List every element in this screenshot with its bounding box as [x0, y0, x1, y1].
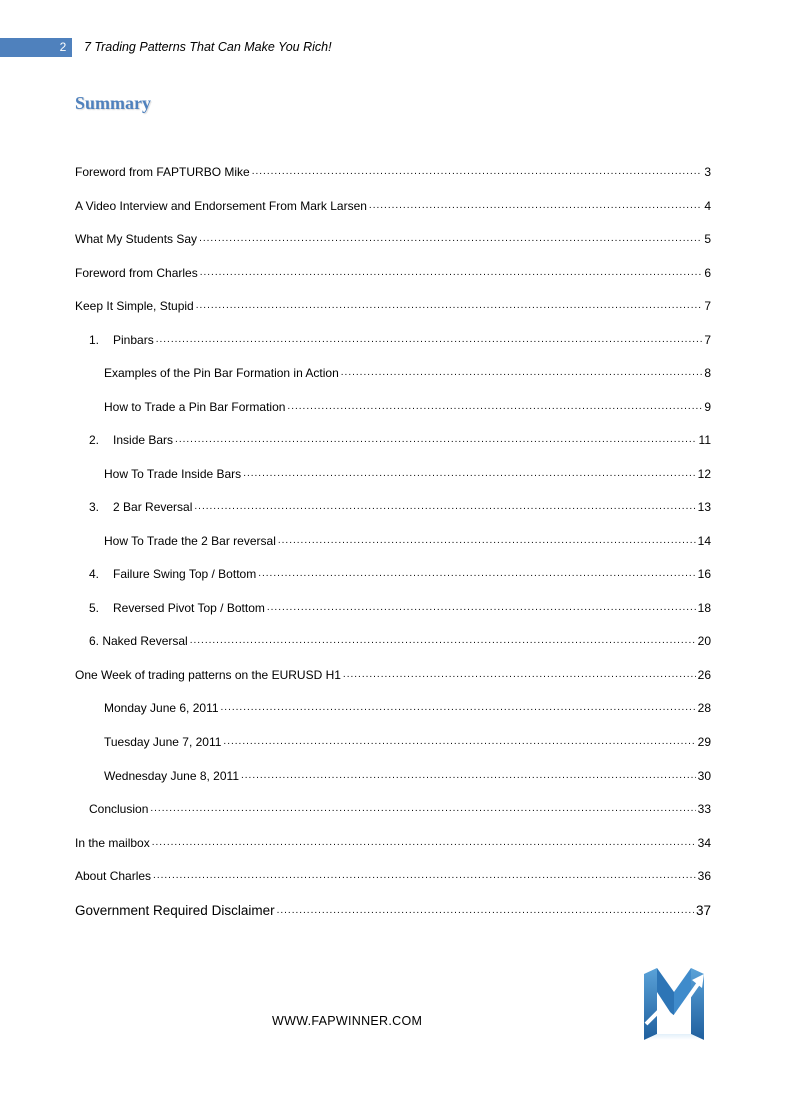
toc-entry-number: 4.	[89, 567, 100, 581]
toc-entry[interactable]	[75, 227, 711, 247]
toc-entry-page: 33	[697, 802, 711, 816]
toc-leader-dots	[243, 466, 695, 482]
toc-entry[interactable]	[75, 294, 711, 314]
toc-entry[interactable]	[89, 428, 711, 448]
toc-leader-dots	[252, 164, 703, 180]
toc-entry[interactable]	[75, 864, 711, 884]
toc-leader-dots	[223, 734, 695, 750]
toc-entry-title: Government Required Disclaimer	[75, 903, 275, 918]
toc-entry-page: 18	[697, 601, 711, 615]
toc-entry-page: 12	[697, 467, 711, 481]
toc-entry-title: Reversed Pivot Top / Bottom	[113, 601, 265, 615]
toc-leader-dots	[152, 835, 696, 851]
header-page-number: 2	[59, 40, 67, 54]
toc-entry-title: Monday June 6, 2011	[104, 701, 219, 715]
toc-entry-number: 5.	[89, 601, 100, 615]
toc-entry-page: 37	[695, 903, 711, 918]
toc-leader-dots	[287, 399, 702, 415]
toc-entry-page: 9	[704, 400, 711, 414]
toc-entry[interactable]	[75, 160, 711, 180]
toc-entry[interactable]	[104, 395, 711, 415]
toc-leader-dots	[156, 332, 703, 348]
toc-leader-dots	[200, 265, 703, 281]
toc-leader-dots	[150, 801, 695, 817]
toc-entry-page: 5	[704, 232, 711, 246]
toc-entry[interactable]	[104, 462, 711, 482]
toc-leader-dots	[341, 365, 703, 381]
toc-entry-page: 28	[697, 701, 711, 715]
toc-entry-page: 14	[697, 534, 711, 548]
toc-entry-number: 1.	[89, 333, 100, 347]
toc-leader-dots	[175, 432, 696, 448]
toc-entry-page: 8	[704, 366, 711, 380]
toc-entry[interactable]	[89, 562, 711, 582]
toc-leader-dots	[258, 566, 695, 582]
toc-entry-title: Foreword from FAPTURBO Mike	[75, 165, 250, 179]
toc-entry[interactable]	[104, 764, 711, 784]
toc-entry-title: In the mailbox	[75, 836, 150, 850]
toc-entry[interactable]	[89, 495, 711, 515]
toc-entry[interactable]	[89, 797, 711, 817]
toc-entry-title: 2 Bar Reversal	[113, 500, 193, 514]
toc-entry-title: Tuesday June 7, 2011	[104, 735, 222, 749]
toc-entry[interactable]	[104, 529, 711, 549]
toc-leader-dots	[343, 667, 696, 683]
toc-leader-dots	[278, 533, 696, 549]
toc-entry[interactable]	[104, 730, 711, 750]
toc-leader-dots	[267, 600, 696, 616]
toc-entry-title: How To Trade the 2 Bar reversal	[104, 534, 276, 548]
toc-entry-title: What My Students Say	[75, 232, 198, 246]
toc-leader-dots	[153, 868, 696, 884]
toc-entry-title: Examples of the Pin Bar Formation in Action	[104, 366, 339, 380]
toc-entry[interactable]	[104, 696, 711, 716]
toc-entry[interactable]	[89, 629, 711, 649]
toc-leader-dots	[199, 231, 702, 247]
toc-entry-page: 36	[697, 869, 711, 883]
toc-entry-page: 34	[697, 836, 711, 850]
toc-entry-title: Keep It Simple, Stupid	[75, 299, 194, 313]
toc-entry-title: Conclusion	[89, 802, 149, 816]
toc-entry-title: One Week of trading patterns on the EURUSD H1	[75, 668, 341, 682]
toc-entry-page: 7	[704, 299, 711, 313]
toc-entry-page: 6	[704, 266, 711, 280]
toc-entry-page: 30	[697, 769, 711, 783]
toc-entry-title: How To Trade Inside Bars	[104, 467, 242, 481]
toc-entry-title: Wednesday June 8, 2011	[104, 769, 239, 783]
toc-entry-title: Foreword from Charles	[75, 266, 198, 280]
toc-entry[interactable]	[89, 328, 711, 348]
toc-entry-title: Inside Bars	[113, 433, 174, 447]
toc-leader-dots	[196, 298, 703, 314]
toc-leader-dots	[241, 768, 696, 784]
toc-entry-page: 3	[704, 165, 711, 179]
toc-entry-title: 6. Naked Reversal	[89, 634, 188, 648]
toc-entry-title: About Charles	[75, 869, 152, 883]
toc-entry[interactable]	[104, 361, 711, 381]
toc-entry[interactable]	[75, 261, 711, 281]
toc-entry[interactable]	[75, 831, 711, 851]
toc-entry-page: 11	[698, 433, 711, 447]
toc-entry[interactable]	[75, 194, 711, 214]
page-title: Summary	[75, 93, 151, 113]
toc-entry-number: 2.	[89, 433, 100, 447]
toc-entry-page: 20	[697, 634, 711, 648]
toc-entry-title: Pinbars	[113, 333, 154, 347]
toc-entry[interactable]	[75, 663, 711, 683]
toc-leader-dots	[190, 633, 696, 649]
toc-leader-dots	[194, 499, 695, 515]
toc-entry-title: How to Trade a Pin Bar Formation	[104, 400, 286, 414]
toc-entry-page: 4	[704, 199, 711, 213]
toc-entry-title: A Video Interview and Endorsement From Mark Larsen	[75, 199, 367, 213]
toc-entry[interactable]	[89, 596, 711, 616]
toc-entry-page: 7	[704, 333, 711, 347]
toc-leader-dots	[369, 198, 702, 214]
footer-website-url[interactable]: WWW.FAPWINNER.COM	[272, 1014, 423, 1028]
fapwinner-logo	[640, 962, 708, 1042]
toc-leader-dots	[221, 700, 696, 716]
toc-entry-page: 13	[697, 500, 711, 514]
toc-entry-page: 26	[697, 668, 711, 682]
toc-entry-page: 29	[697, 735, 711, 749]
toc-leader-dots	[277, 903, 694, 919]
toc-entry-page: 16	[697, 567, 711, 581]
toc-entry[interactable]	[75, 899, 711, 919]
toc-entry-number: 3.	[89, 500, 100, 514]
header-title: 7 Trading Patterns That Can Make You Rich!	[84, 40, 332, 54]
toc-entry-title: Failure Swing Top / Bottom	[113, 567, 257, 581]
